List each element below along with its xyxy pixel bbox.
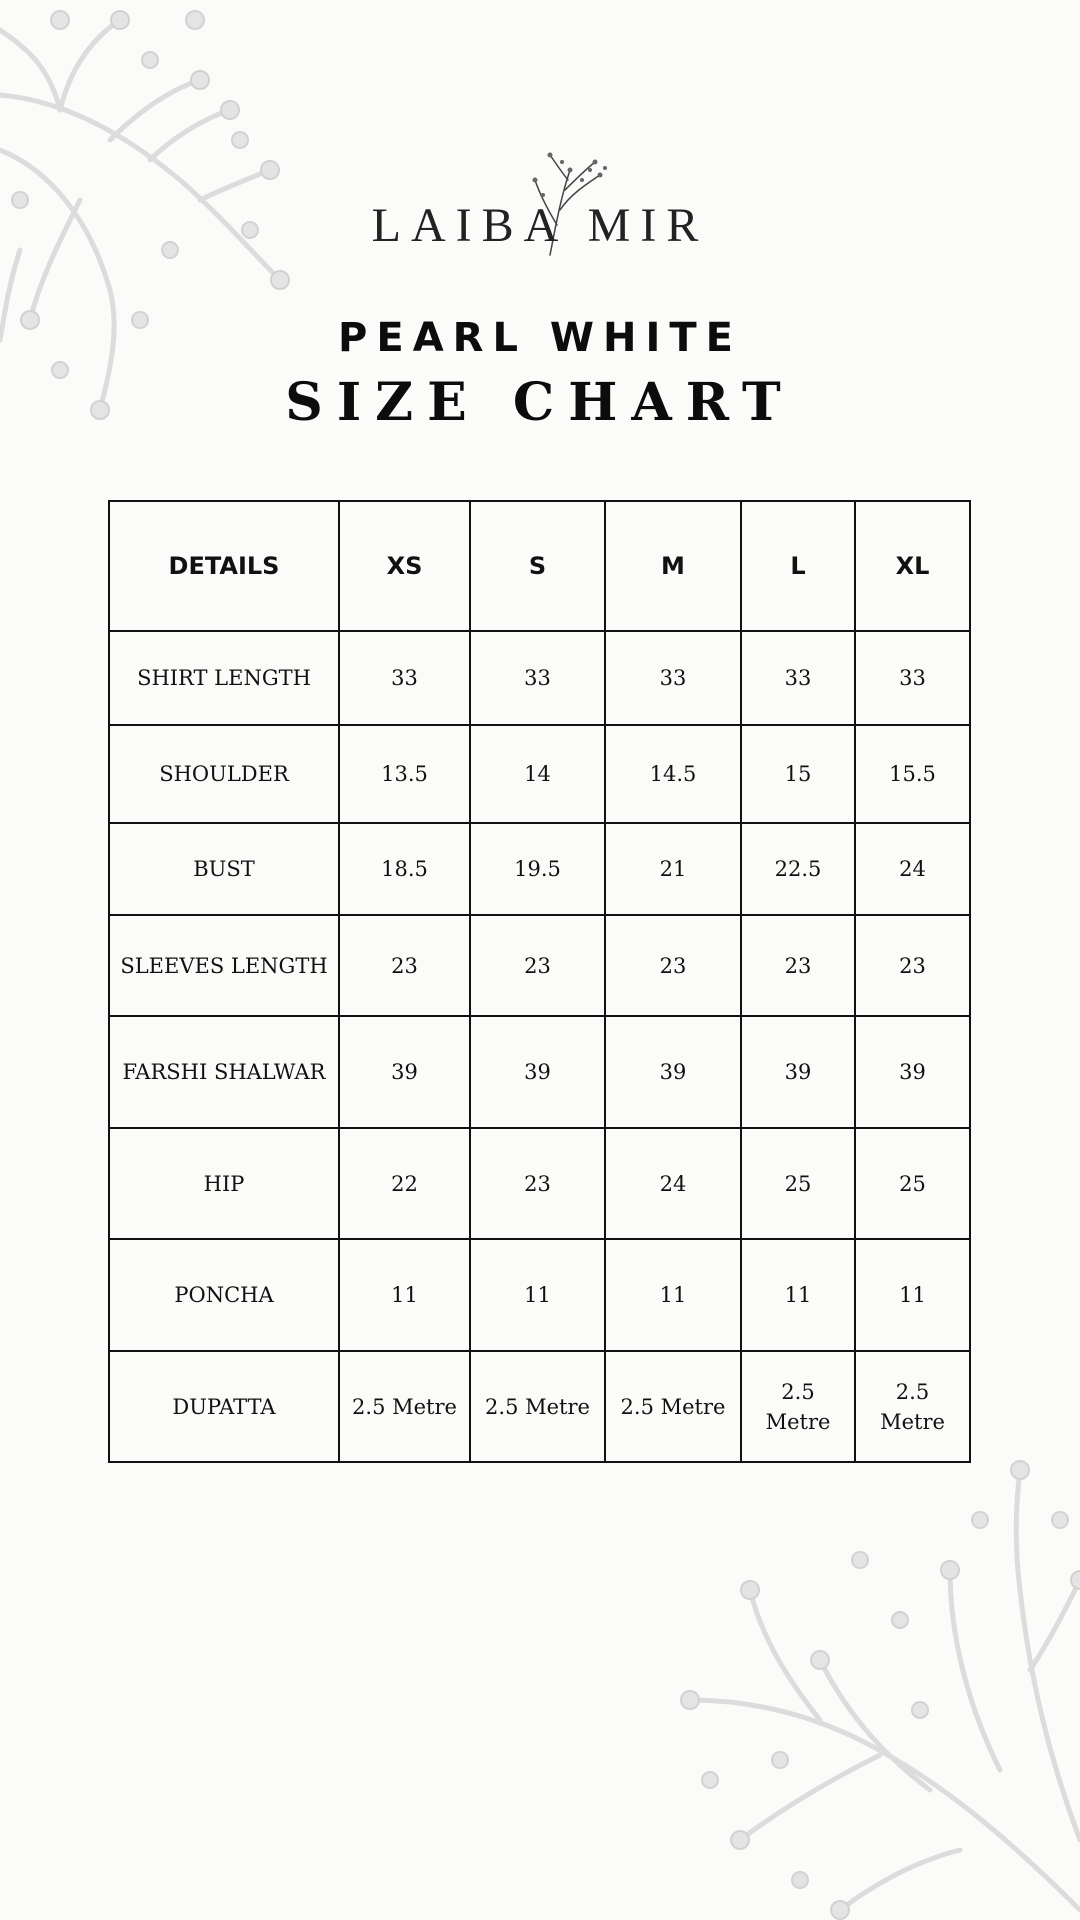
table-cell: 24 — [605, 1128, 741, 1239]
table-cell: 18.5 — [339, 823, 470, 915]
table-row — [109, 725, 970, 823]
table-cell: 19.5 — [470, 823, 605, 915]
table-cell: 33 — [855, 631, 970, 725]
row-label: BUST — [109, 823, 339, 915]
table-cell: 33 — [470, 631, 605, 725]
table-cell: 39 — [470, 1016, 605, 1128]
table-cell: 23 — [855, 915, 970, 1016]
table-cell: 2.5 Metre — [741, 1351, 855, 1462]
table-row — [109, 1351, 970, 1462]
table-cell: 23 — [741, 915, 855, 1016]
table-cell: 2.5 Metre — [605, 1351, 741, 1462]
table-cell: 23 — [339, 915, 470, 1016]
size-chart-table — [108, 500, 971, 1463]
header-m: M — [605, 501, 741, 631]
table-cell: 14.5 — [605, 725, 741, 823]
table-cell: 21 — [605, 823, 741, 915]
table-cell: 23 — [605, 915, 741, 1016]
header-details: DETAILS — [109, 501, 339, 631]
table-cell: 11 — [741, 1239, 855, 1351]
table-row — [109, 631, 970, 725]
table-cell: 39 — [605, 1016, 741, 1128]
table-cell: 25 — [855, 1128, 970, 1239]
row-label: SHOULDER — [109, 725, 339, 823]
table-cell: 14 — [470, 725, 605, 823]
row-label: FARSHI SHALWAR — [109, 1016, 339, 1128]
table-cell: 23 — [470, 915, 605, 1016]
table-cell: 39 — [855, 1016, 970, 1128]
table-row — [109, 823, 970, 915]
table-cell: 11 — [470, 1239, 605, 1351]
header-xs: XS — [339, 501, 470, 631]
table-cell: 23 — [470, 1128, 605, 1239]
table-cell: 15.5 — [855, 725, 970, 823]
table-cell: 33 — [741, 631, 855, 725]
table-cell: 25 — [741, 1128, 855, 1239]
size-chart-title: SIZE CHART — [285, 372, 795, 433]
row-label: SLEEVES LENGTH — [109, 915, 339, 1016]
table-cell: 2.5 Metre — [470, 1351, 605, 1462]
table-cell: 11 — [605, 1239, 741, 1351]
table-cell: 33 — [339, 631, 470, 725]
table-row — [109, 1016, 970, 1128]
floral-branch-bottom-right-icon — [680, 1460, 1080, 1920]
table-cell: 39 — [339, 1016, 470, 1128]
table-cell: 15 — [741, 725, 855, 823]
brand-name: LAIBA MIR — [371, 199, 709, 252]
row-label: DUPATTA — [109, 1351, 339, 1462]
table-cell: 11 — [339, 1239, 470, 1351]
table-cell: 24 — [855, 823, 970, 915]
table-cell: 2.5 Metre — [339, 1351, 470, 1462]
table-cell: 11 — [855, 1239, 970, 1351]
header-l: L — [741, 501, 855, 631]
header-xl: XL — [855, 501, 970, 631]
row-label: HIP — [109, 1128, 339, 1239]
row-label: PONCHA — [109, 1239, 339, 1351]
floral-branch-top-left-icon — [0, 0, 300, 430]
table-cell: 39 — [741, 1016, 855, 1128]
header-s: S — [470, 501, 605, 631]
row-label: SHIRT LENGTH — [109, 631, 339, 725]
brand-logo — [340, 150, 740, 270]
table-header-row — [109, 501, 970, 631]
table-cell: 13.5 — [339, 725, 470, 823]
table-cell: 2.5 Metre — [855, 1351, 970, 1462]
table-cell: 33 — [605, 631, 741, 725]
table-cell: 22.5 — [741, 823, 855, 915]
product-name: PEARL WHITE — [338, 315, 742, 361]
table-cell: 22 — [339, 1128, 470, 1239]
table-row — [109, 1128, 970, 1239]
table-row — [109, 915, 970, 1016]
table-row — [109, 1239, 970, 1351]
